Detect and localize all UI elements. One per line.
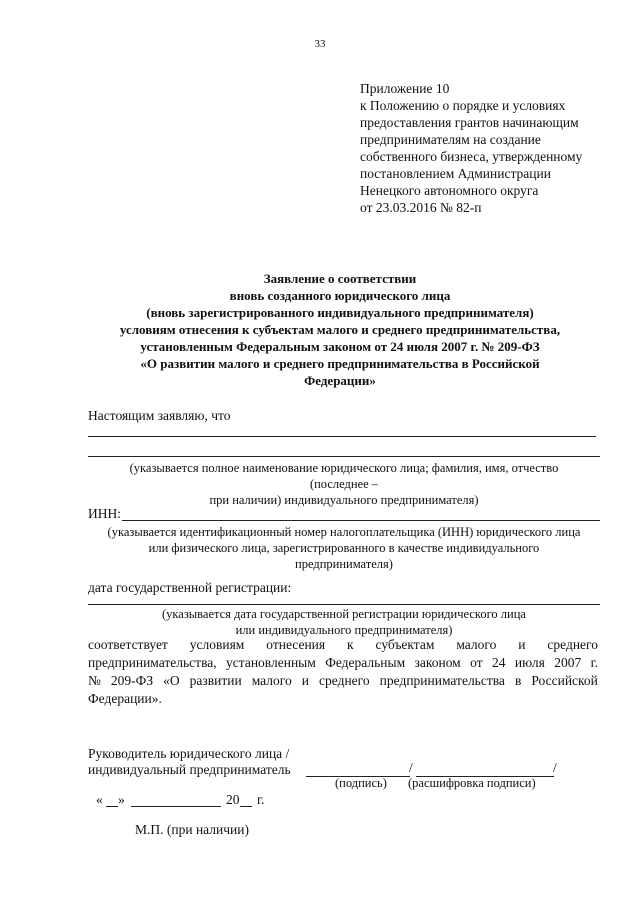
reg-date-input-line[interactable] — [88, 604, 600, 605]
compliance-line-2 — [88, 654, 598, 672]
word: № — [88, 673, 101, 688]
month-input-line[interactable] — [131, 806, 221, 807]
appendix-reference — [360, 80, 582, 216]
head-title-line-2: индивидуальный предприниматель — [88, 762, 291, 777]
inn-label: ИНН: — [88, 506, 121, 521]
word: малого — [251, 673, 292, 688]
word: предпринимательства, — [88, 655, 217, 670]
word: малого — [456, 637, 497, 652]
word: отнесения — [266, 637, 326, 652]
word: Федеральным — [325, 655, 406, 670]
word: субъектам — [375, 637, 435, 652]
word: и — [518, 637, 526, 652]
word: развитии — [189, 673, 242, 688]
hint-line: (указывается идентификационный номер налогоплательщика (ИНН) юридического лица — [107, 525, 581, 539]
word: от — [470, 655, 483, 670]
page-number: 33 — [314, 38, 326, 50]
slash-separator: / — [553, 760, 557, 775]
stamp-note: М.П. (при наличии) — [135, 822, 249, 837]
date-close-quote: » — [118, 792, 125, 807]
word: предпринимательства — [379, 673, 505, 688]
compliance-line-4: Федерации». — [88, 691, 162, 706]
signature-caption: (подпись) — [335, 776, 387, 790]
inn-input-line[interactable] — [122, 520, 600, 521]
word: июля — [514, 655, 545, 670]
year-suffix: г. — [257, 792, 265, 807]
word: в — [514, 673, 522, 688]
head-title-line-1: Руководитель юридического лица / — [88, 746, 290, 761]
slash-separator: / — [409, 760, 413, 775]
compliance-line-3 — [88, 672, 598, 690]
name-hint — [88, 460, 600, 508]
appendix-line: к Положению о порядке и условиях — [360, 98, 566, 113]
declare-text: Настоящим заявляю, что — [88, 408, 231, 423]
word: среднего — [547, 637, 598, 652]
appendix-line: предпринимателям на создание — [360, 132, 541, 147]
title-line: условиям отнесения к субъектам малого и среднего предпринимательства, — [119, 322, 561, 337]
date-open-quote: « — [96, 792, 103, 807]
word: и — [301, 673, 309, 688]
word: 209-ФЗ — [110, 673, 154, 688]
year-prefix: 20 — [226, 792, 240, 807]
inn-hint — [88, 524, 600, 572]
word: 24 — [492, 655, 506, 670]
name-input-line-2[interactable] — [88, 456, 600, 457]
compliance-line-1 — [88, 636, 598, 654]
word: к — [347, 637, 354, 652]
appendix-line: предоставления грантов начинающим — [360, 115, 579, 130]
hint-line: при наличии) индивидуального предпринимателя) — [209, 493, 479, 507]
day-input-line[interactable] — [106, 806, 118, 807]
word: 2007 — [554, 655, 582, 670]
hint-line: (указывается дата государственной регистрации юридического лица — [162, 607, 526, 621]
word: установленным — [226, 655, 316, 670]
document-title — [80, 270, 600, 389]
name-input-line-1[interactable] — [88, 436, 596, 437]
reg-date-label: дата государственной регистрации: — [88, 580, 292, 595]
title-line: «О развитии малого и среднего предпринимательства в Российской — [140, 356, 540, 371]
word: Российской — [531, 673, 598, 688]
word: «О — [163, 673, 180, 688]
hint-line: или индивидуального предпринимателя) — [235, 623, 453, 637]
reg-date-hint — [88, 606, 600, 638]
appendix-line: Ненецкого автономного округа — [360, 183, 539, 198]
title-line: Заявление о соответствии — [263, 271, 417, 286]
appendix-line: от 23.03.2016 № 82-п — [360, 200, 482, 215]
signature-decode-caption: (расшифровка подписи) — [408, 776, 536, 790]
title-line: Федерации» — [304, 373, 376, 388]
hint-line: (последнее – — [309, 477, 379, 491]
hint-line: (указывается полное наименование юридического лица; фамилия, имя, отчество — [129, 461, 559, 475]
compliance-paragraph — [88, 636, 598, 708]
title-line: вновь созданного юридического лица — [229, 288, 451, 303]
word: г. — [590, 655, 598, 670]
year-input-line[interactable] — [240, 806, 252, 807]
hint-line: или физического лица, зарегистрированного в качестве индивидуального — [148, 541, 540, 555]
word: среднего — [319, 673, 370, 688]
word: законом — [414, 655, 461, 670]
appendix-line: собственного бизнеса, утвержденному — [360, 149, 583, 164]
word: условиям — [189, 637, 245, 652]
word: соответствует — [88, 637, 168, 652]
hint-line: предпринимателя) — [295, 557, 393, 571]
title-line: (вновь зарегистрированного индивидуального предпринимателя) — [146, 305, 534, 320]
appendix-line: Приложение 10 — [360, 81, 450, 96]
title-line: установленным Федеральным законом от 24 июля 2007 г. № 209-ФЗ — [140, 339, 540, 354]
appendix-line: постановлением Администрации — [360, 166, 551, 181]
